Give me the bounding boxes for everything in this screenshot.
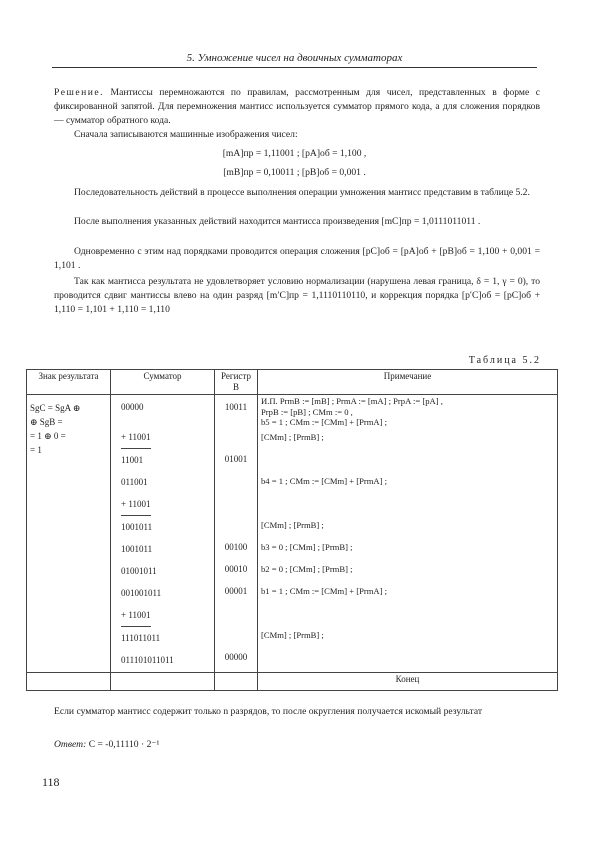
paragraph-sequence: Последовательность действий в процессе выполнения операции умножения мантисс представим в таблице 5.2. bbox=[74, 187, 530, 198]
register-value bbox=[218, 492, 254, 514]
note-line: b1 = 1 ; CMm := [CMm] + [PrmA] ; bbox=[261, 586, 388, 596]
register-value: 00100 bbox=[224, 542, 248, 552]
adder-value: 00000 bbox=[121, 402, 144, 412]
adder-column bbox=[111, 395, 215, 673]
solution-label: Решение. bbox=[54, 87, 105, 98]
adder-value: + 11001 bbox=[121, 493, 151, 516]
register-value: 00010 bbox=[224, 564, 248, 574]
adder-value bbox=[121, 418, 211, 426]
adder-value: 1001011 bbox=[121, 544, 153, 554]
table-end-row bbox=[27, 673, 558, 691]
adder-value: + 11001 bbox=[121, 426, 151, 449]
adder-value: 11001 bbox=[121, 455, 144, 465]
register-value: 01001 bbox=[224, 454, 248, 464]
register-column bbox=[215, 395, 258, 673]
note-line: b2 = 0 ; [CMm] ; [PrmB] ; bbox=[261, 564, 353, 574]
register-value bbox=[218, 470, 254, 492]
answer-value: C = -0,11110 · 2⁻¹ bbox=[88, 739, 160, 750]
adder-value: 01001011 bbox=[121, 566, 157, 576]
register-value bbox=[218, 514, 254, 536]
table-header-row bbox=[27, 370, 558, 395]
header-sign: Знак результата bbox=[27, 370, 111, 395]
register-value bbox=[218, 418, 254, 426]
running-header: 5. Умножение чисел на двоичных сумматорах bbox=[186, 52, 403, 64]
sign-line: = 1 bbox=[30, 445, 42, 455]
equation-B: [mB]пр = 0,10011 ; [pB]об = 0,001 . bbox=[223, 167, 366, 178]
adder-value: 011101011011 bbox=[121, 655, 174, 665]
table-body-row bbox=[27, 395, 558, 673]
answer-label: Ответ: bbox=[54, 739, 87, 750]
note-column bbox=[258, 395, 558, 673]
header-register: Регистр B bbox=[215, 370, 258, 395]
paragraph-normalization: Так как мантисса результата не удовлетворяет условию нормализации (нарушена левая граница, δ = 1, γ = 0), то проводится сдвиг мантиссы влево на один разряд [m′C]пр = 1,1110110110, и коррекция порядка [p′C]об = [pC]об + 1,110 = 1,101 + 1,110 = 1,110 bbox=[54, 276, 540, 315]
table-5-2 bbox=[26, 369, 558, 691]
paragraph-rounding: Если сумматор мантисс содержит только n разрядов, то после округления получается искомый результат bbox=[54, 706, 483, 717]
note-line: b5 = 1 ; CMm := [CMm] + [PrmA] ; bbox=[261, 417, 388, 427]
sign-line: ⊕ SgB = bbox=[30, 417, 63, 427]
adder-value: 011001 bbox=[121, 477, 148, 487]
adder-value: 111011011 bbox=[121, 633, 161, 643]
adder-value: + 11001 bbox=[121, 604, 151, 627]
equation-A: [mA]пр = 1,11001 ; [pA]об = 1,100 , bbox=[222, 148, 367, 159]
table-caption: Таблица 5.2 bbox=[468, 355, 541, 366]
adder-value: 001001011 bbox=[121, 588, 162, 598]
note-line: И.П. PrmB := [mB] ; PrmA := [mA] ; PrpA := [pA] , bbox=[261, 396, 443, 406]
sign-column bbox=[27, 395, 111, 673]
register-value bbox=[218, 602, 254, 624]
note-line bbox=[261, 448, 554, 470]
note-line: b3 = 0 ; [CMm] ; [PrmB] ; bbox=[261, 542, 353, 552]
sign-line: SgC = SgA ⊕ bbox=[30, 403, 81, 413]
page-number: 118 bbox=[42, 775, 60, 789]
note-line: b4 = 1 ; CMm := [CMm] + [PrmA] ; bbox=[261, 476, 388, 486]
note-line: PrpB := [pB] ; CMm := 0 , bbox=[261, 407, 353, 417]
paragraph-machine-images: Сначала записываются машинные изображения чисел: bbox=[74, 129, 298, 140]
header-adder: Сумматор bbox=[111, 370, 215, 395]
note-line: [CMm] ; [PrmB] ; bbox=[261, 432, 324, 442]
end-label: Конец bbox=[258, 673, 558, 691]
note-line bbox=[261, 492, 554, 514]
paragraph-solution bbox=[54, 86, 540, 128]
register-value: 00000 bbox=[224, 652, 248, 662]
adder-value: 1001011 bbox=[121, 522, 153, 532]
paragraph-mantissa: После выполнения указанных действий находится мантисса произведения [mC]пр = 1,0111011011 . bbox=[74, 216, 481, 227]
header-note: Примечание bbox=[258, 370, 558, 395]
register-value bbox=[218, 624, 254, 646]
register-value: 00001 bbox=[224, 586, 248, 596]
sign-line: = 1 ⊕ 0 = bbox=[30, 431, 66, 441]
register-value: 10011 bbox=[224, 402, 248, 412]
note-line bbox=[261, 602, 554, 624]
solution-text: Мантиссы перемножаются по правилам, рассмотренным для чисел, представленных в форме с фиксированной запятой. Для перемножения мантисс используется сумматор прямого кода, а для сложения порядков — сумматор обратного кода. bbox=[54, 87, 540, 126]
note-line: [CMm] ; [PrmB] ; bbox=[261, 630, 324, 640]
note-line: [CMm] ; [PrmB] ; bbox=[261, 520, 324, 530]
paragraph-answer bbox=[54, 738, 540, 752]
header-rule bbox=[52, 67, 537, 68]
register-value bbox=[218, 426, 254, 448]
paragraph-exponent: Одновременно с этим над порядками проводится операция сложения [pC]об = [pA]об + [pB]об = 1,100 + 0,001 = 1,101 . bbox=[54, 246, 540, 271]
